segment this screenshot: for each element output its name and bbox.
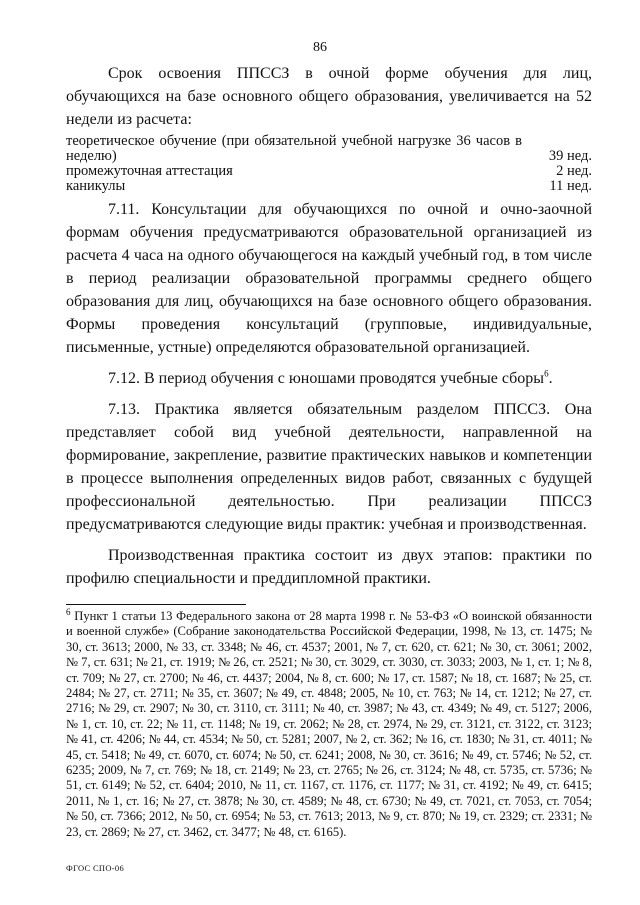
section-7-12-text: 7.12. В период обучения с юношами проводятся учебные сборы	[108, 370, 545, 387]
footnote-ref[interactable]: 6	[544, 368, 549, 379]
schedule-value: 39 нед.	[548, 148, 592, 164]
schedule-label: теоретическое обучение (при обязательной учебной нагрузке 36 часов в неделю)	[66, 133, 522, 164]
schedule-row	[66, 134, 592, 164]
main-text	[66, 62, 592, 590]
schedule-row	[66, 164, 592, 179]
schedule-table	[66, 134, 592, 194]
schedule-label: каникулы	[66, 178, 126, 194]
page-footer: ФГОС СПО-06	[66, 863, 125, 873]
footnote-text: Пункт 1 статьи 13 Федерального закона от 28 марта 1998 г. № 53-ФЗ «О воинской обязанности и военной службе» (Собрание законодательства Российской Федерации, 1998, № 13, ст. 1475; № 30, ст. 3613; 2000, № 33, ст. 3348; № 46, ст. 4537; 2001, № 7, ст. 620, ст. 621; № 30, ст. 3061; 2002, № 7, ст. 631; № 21, ст. 1919; № 26, ст. 2521; № 30, ст. 3029, ст. 3030, ст. 3033; 2003, № 1, ст. 1; № 8, ст. 709; № 27, ст. 2700; № 46, ст. 4437; 2004, № 8, ст. 600; № 17, ст. 1587; № 18, ст. 1687; № 25, ст. 2484; № 27, ст. 2711; № 35, ст. 3607; № 49, ст. 4848; 2005, № 10, ст. 763; № 14, ст. 1212; № 27, ст. 2716; № 29, ст. 2907; № 30, ст. 3110, ст. 3111; № 40, ст. 3987; № 43, ст. 4349; № 49, ст. 5127; 2006, № 1, ст. 10, ст. 22; № 11, ст. 1148; № 19, ст. 2062; № 28, ст. 2974, № 29, ст. 3121, ст. 3122, ст. 3123; № 41, ст. 4206; № 44, ст. 4534; № 50, ст. 5281; 2007, № 2, ст. 362; № 16, ст. 1830; № 31, ст. 4011; № 45, ст. 5418; № 49, ст. 6070, ст. 6074; № 50, ст. 6241; 2008, № 30, ст. 3616; № 49, ст. 5746; № 52, ст. 6235; 2009, № 7, ст. 769; № 18, ст. 2149; № 23, ст. 2765; № 26, ст. 3124; № 48, ст. 5735, ст. 5736; № 51, ст. 6149; № 52, ст. 6404; 2010, № 11, ст. 1167, ст. 1176, ст. 1177; № 31, ст. 4192; № 49, ст. 6415; 2011, № 1, ст. 16; № 27, ст. 3878; № 30, ст. 4589; № 48, ст. 6730; № 49, ст. 7021, ст. 7053, ст. 7054; № 50, ст. 7366; 2012, № 50, ст. 6954; № 53, ст. 7613; 2013, № 9, ст. 870; № 19, ст. 2329; ст. 2331; № 23, ст. 2869; № 27, ст. 3462, ст. 3477; № 48, ст. 6165).	[66, 609, 592, 839]
section-7-12: 7.12. В период обучения с юношами проводятся учебные сборы$^6$.	[108, 368, 553, 387]
footnote-divider	[66, 604, 246, 605]
intro-paragraph: Срок освоения ППССЗ в очной форме обучения для лиц, обучающихся на базе основного общего образования, увеличивается на 52 недели из расчета:	[66, 65, 592, 128]
section-7-11: 7.11. Консультации для обучающихся по очной и очно-заочной формам обучения предусматриваются образовательной организацией из расчета 4 часа на одного обучающегося на каждый учебный год, в том числе в период реализации образовательной программы среднего общего образования для лиц, обучающихся на базе основного общего образования. Формы проведения консультаций (групповые, индивидуальные, письменные, устные) определяются образовательной организацией.	[66, 201, 592, 356]
footnote-mark: 6	[66, 606, 71, 617]
schedule-label: промежуточная аттестация	[66, 163, 233, 179]
schedule-value: 11 нед.	[549, 178, 592, 194]
schedule-row	[66, 179, 592, 194]
schedule-value: 2 нед.	[556, 163, 592, 179]
footnote	[66, 606, 592, 840]
section-7-13: 7.13. Практика является обязательным разделом ППССЗ. Она представляет собой вид учебной деятельности, направленной на формирование, закрепление, развитие практических навыков и компетенции в процессе выполнения определенных видов работ, связанных с будущей профессиональной деятельностью. При реализации ППССЗ предусматриваются следующие виды практик: учебная и производственная.	[66, 401, 592, 533]
page-number: 86	[313, 40, 327, 55]
practice-paragraph: Производственная практика состоит из двух этапов: практики по профилю специальности и преддипломной практики.	[66, 547, 592, 587]
